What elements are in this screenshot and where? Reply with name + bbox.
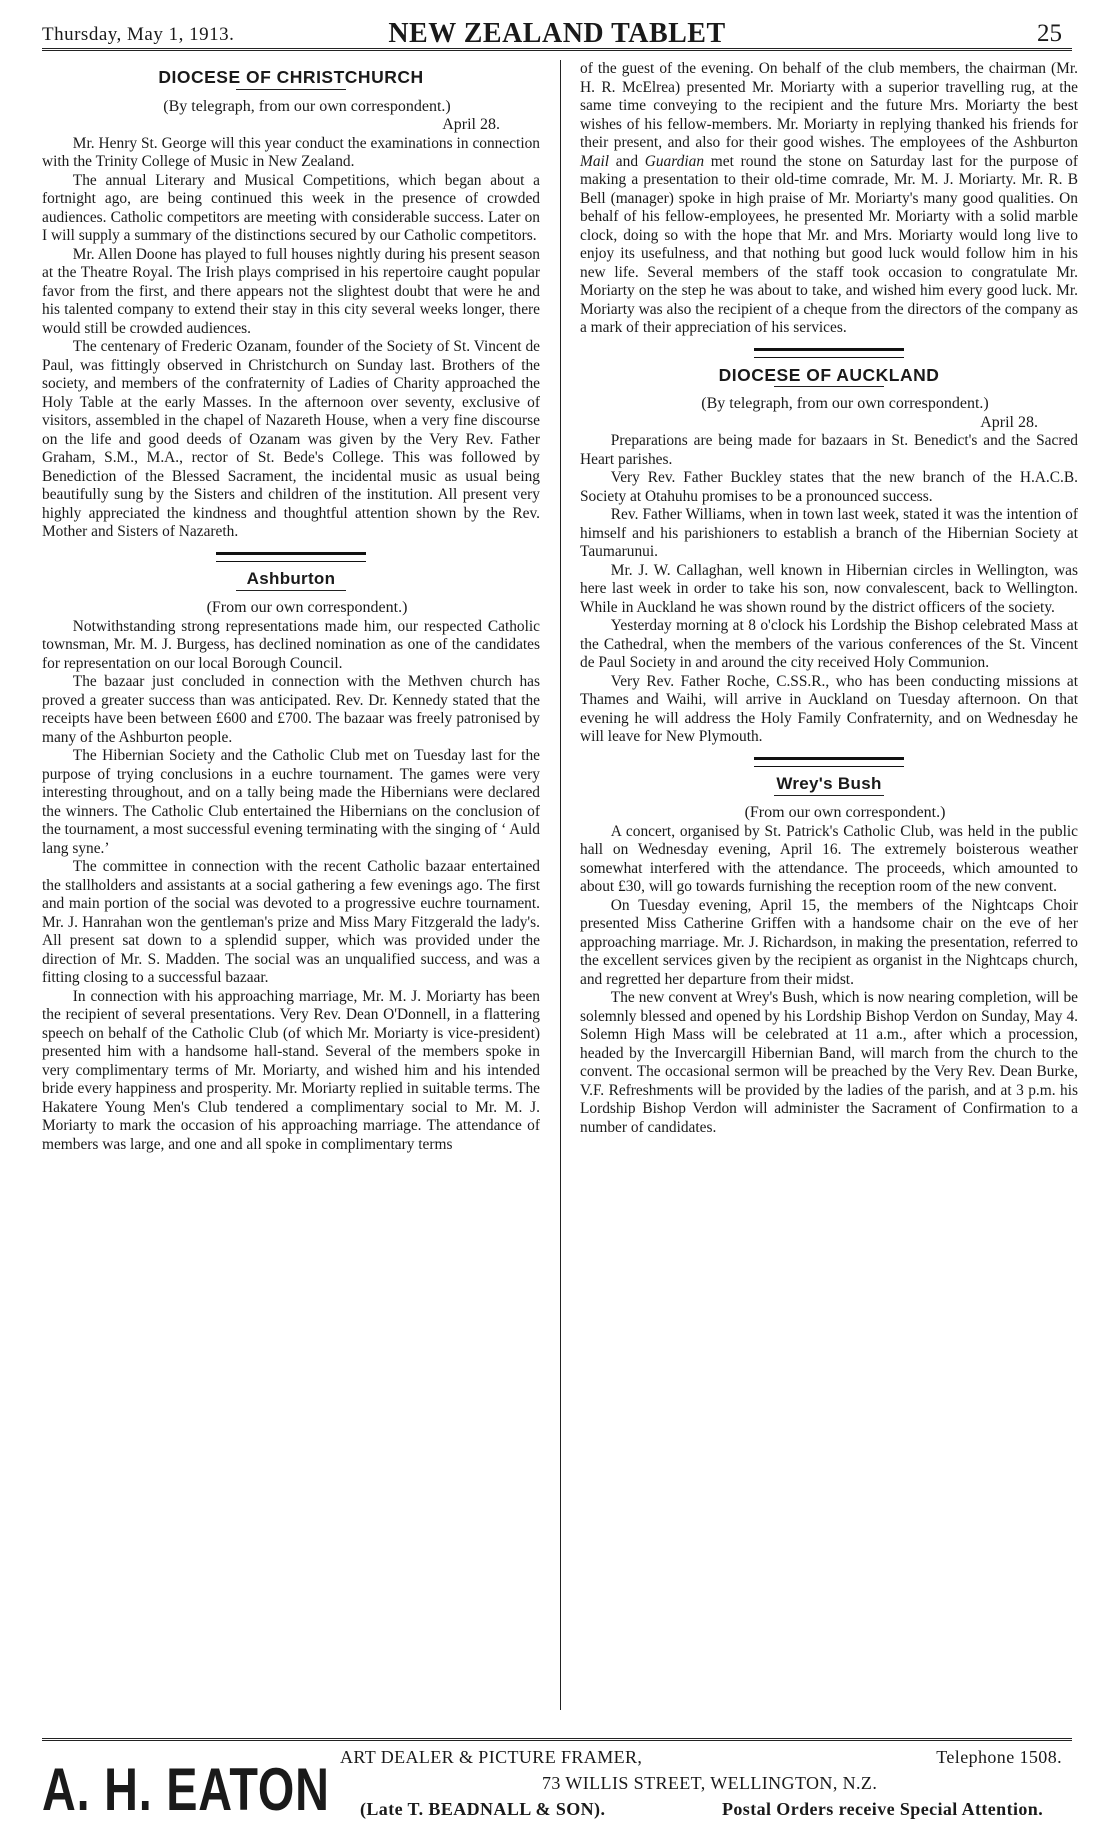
ashburton-continuation: of the guest of the evening. On behalf of the club members, the chairman (Mr. H. R. McElrea) presented Mr. Moriarty with a superior travelling rug, at the same time conveying to the recipient and the future Mrs. Moriarty the best wishes of his fellow-members. Mr. Moriarty in replying thanked his friends for their present, and also for their good wishes. The employees of the Ashburton Mail and Guardian met round the stone on Saturday last for the purpose of making a presentation to their old-time comrade, Mr. M. J. Moriarty. Mr. R. B Bell (manager) spoke in high praise of Mr. Moriarty's many good qualities. On behalf of his fellow-employees, he presented Mr. Moriarty with a solid marble clock, doing so with the hope that Mr. and Mrs. Moriarty would long live to enjoy its usefulness, and that nothing but good luck would follow him in his new life. Several members of the staff took occasion to congratulate Mr. Moriarty on the step he was about to take, and wished him every good luck. Mr. Moriarty was also the recipient of a cheque from the directors of the company as a mark of their appreciation of his services.: [580, 60, 1078, 336]
article-paragraph: The new convent at Wrey's Bush, which is now nearing completion, will be solemnly blessed and opened by his Lordship Bishop Verdon on Sunday, May 4. Solemn High Mass will be celebrated at 11 a.m., after which a procession, headed by the Invercargill Hibernian Band, will march from the church to the convent. The occasional sermon will be preached by the Very Rev. Dean Burke, V.F. Refreshments will be provided by the ladies of the parish, and at 3 p.m. his Lordship Bishop Verdon will administer the Sacrament of Confirmation to a number of candidates.: [580, 989, 1078, 1136]
left-column: [42, 60, 540, 1154]
section-separator: [754, 348, 904, 358]
advert-trade: ART DEALER & PICTURE FRAMER,: [340, 1747, 643, 1767]
article-paragraph: The Hibernian Society and the Catholic Club met on Tuesday last for the purpose of trying conclusions in a euchre tournament. The games were very interesting throughout, and on a tally being made the Hibernians were declared the winners. The Catholic Club entertained the Hibernians on the conclusion of the tournament, a most successful evening terminating with the singing of ‘ Auld lang syne.’: [42, 747, 540, 857]
wreys-bush-byline: (From our own correspondent.): [744, 804, 946, 821]
article-paragraph: Very Rev. Father Buckley states that the new branch of the H.A.C.B. Society at Otahuhu promises to be a pronounced success.: [580, 469, 1078, 505]
heading-rule: [236, 590, 346, 591]
article-paragraph: The annual Literary and Musical Competitions, which began about a fortnight ago, are being continued this week in the presence of crowded audiences. Catholic competitors are meeting with considerable success. Later on I will supply a summary of the distinctions secured by our Catholic competitors.: [42, 171, 540, 244]
section-separator: [216, 552, 366, 562]
column-divider: [560, 60, 561, 1710]
article-paragraph: Preparations are being made for bazaars in St. Benedict's and the Sacred Heart parishes.: [580, 432, 1078, 468]
article-paragraph: Mr. Allen Doone has played to full houses nightly during his present season at the Theatre Royal. The Irish plays comprised in his repertoire caught popular favor from the first, and there appears not the slightest doubt that were he and his talented company to extend their stay in this city several weeks longer, there would still be crowded audiences.: [42, 245, 540, 337]
advert-former-name: (Late T. BEADNALL & SON).: [360, 1799, 606, 1819]
masthead: [42, 14, 1072, 51]
section-separator: [754, 757, 904, 767]
right-column: [580, 60, 1078, 1137]
advert-telephone: Telephone 1508.: [936, 1747, 1062, 1767]
heading-rule: [774, 386, 884, 387]
advert-postal-note: Postal Orders receive Special Attention.: [722, 1799, 1044, 1819]
auckland-byline: (By telegraph, from our own correspondent.): [701, 395, 989, 412]
article-paragraph: Very Rev. Father Roche, C.SS.R., who has been conducting missions at Thames and Waihi, will arrive in Auckland on Tuesday afternoon. On that evening he will address the Holy Family Confraternity, and on Wednesday he will leave for New Plymouth.: [580, 672, 1078, 745]
newspaper-title: NEW ZEALAND TABLET: [388, 18, 726, 49]
article-paragraph: The centenary of Frederic Ozanam, founder of the Society of St. Vincent de Paul, was fittingly observed in Christchurch on Sunday last. Brothers of the society, and members of the confraternity of Ladies of Charity approached the Holy Table at the early Masses. In the afternoon over seventy, exclusive of visitors, assembled in the chapel of Nazareth House, when a very fine discourse on the life and good deeds of Ozanam was given by the Very Rev. Father Graham, S.M., M.A., rector of St. Bede's College. This was followed by Benediction of the Blessed Sacrament, the incidental music as usual being beautifully sung by the Sisters and children of the institution. All present very highly appreciated the kindness and thoughtful attention shown by the Rev. Mother and Sisters of Nazareth.: [42, 338, 540, 540]
advert-address: 73 WILLIS STREET, WELLINGTON, N.Z.: [542, 1773, 878, 1793]
heading-rule: [774, 795, 884, 796]
advertiser-name: A. H. EATON: [42, 1756, 330, 1823]
christchurch-dateline: April 28.: [442, 116, 500, 133]
auckland-heading: DIOCESE OF AUCKLAND: [718, 364, 940, 385]
article-paragraph: Notwithstanding strong representations made him, our respected Catholic townsman, Mr. M. J. Burgess, has declined nomination as one of the candidates for representation on our local Borough Council.: [42, 617, 540, 672]
heading-rule: [236, 89, 346, 90]
page-number: 25: [1037, 20, 1062, 47]
article-paragraph: Mr. J. W. Callaghan, well known in Hibernian circles in Wellington, was here last week in order to take his son, now convalescent, back to Wellington. While in Auckland he was shown round by the district officers of the society.: [580, 561, 1078, 616]
article-paragraph: Mr. Henry St. George will this year conduct the examinations in connection with the Trinity College of Music in New Zealand.: [42, 134, 540, 170]
advertisement: [42, 1738, 1072, 1829]
ashburton-byline: (From our own correspondent.): [206, 599, 408, 616]
article-paragraph: The bazaar just concluded in connection with the Methven church has proved a greater success than was anticipated. Rev. Dr. Kennedy stated that the receipts have been between £600 and £700. The bazaar was freely patronised by many of the Ashburton people.: [42, 673, 540, 746]
auckland-dateline: April 28.: [980, 413, 1038, 431]
article-paragraph: On Tuesday evening, April 15, the members of the Nightcaps Choir presented Miss Catherine Griffen with a handsome chair on the eve of her approaching marriage. Mr. J. Richardson, in making the presentation, referred to the excellent services given by the recipient as organist in the Nightcaps church, and regretted her departure from their midst.: [580, 896, 1078, 988]
article-paragraph: Rev. Father Williams, when in town last week, stated it was the intention of himself and his parishioners to establish a branch of the Hibernian Society at Taumarunui.: [580, 506, 1078, 560]
article-paragraph: A concert, organised by St. Patrick's Catholic Club, was held in the public hall on Wednesday evening, April 16. The extremely boisterous weather somewhat interfered with the attendance. The proceeds, which amounted to about £30, will go towards furnishing the reception room of the new convent.: [580, 822, 1078, 895]
article-paragraph: The committee in connection with the recent Catholic bazaar entertained the stallholders and assistants at a social gathering a few evenings ago. The first and main portion of the social was devoted to a progressive euchre tournament. Mr. J. Hanrahan won the gentleman's prize and Miss Mary Fitzgerald the lady's. All present sat down to a splendid supper, which was provided under the direction of Mr. S. Madden. The social was an unqualified success, and was a fitting closing to a successful bazaar.: [42, 858, 540, 986]
wreys-bush-heading: Wrey's Bush: [776, 773, 882, 793]
christchurch-heading: DIOCESE OF CHRISTCHURCH: [158, 67, 424, 87]
christchurch-byline: (By telegraph, from our own correspondent.): [163, 97, 451, 115]
article-paragraph: Yesterday morning at 8 o'clock his Lordship the Bishop celebrated Mass at the Cathedral, when the members of the various conferences of the St. Vincent de Paul Society in and around the city received Holy Communion.: [580, 617, 1078, 671]
article-paragraph: In connection with his approaching marriage, Mr. M. J. Moriarty has been the recipient of several presentations. Very Rev. Dean O'Donnell, in a flattering speech on behalf of the Catholic Club (of which Mr. Moriarty is vice-president) presented him with a handsome hall-stand. Several of the members spoke in very complimentary terms of Mr. Moriarty, and wished him and his intended bride every happiness and prosperity. Mr. Moriarty replied in suitable terms. The Hakatere Young Men's Club tendered a complimentary social to Mr. M. J. Moriarty to mark the occasion of his approaching marriage. The attendance of members was large, and one and all spoke in complimentary terms: [42, 987, 540, 1153]
issue-date: Thursday, May 1, 1913.: [42, 24, 235, 45]
ashburton-heading: Ashburton: [246, 568, 336, 588]
